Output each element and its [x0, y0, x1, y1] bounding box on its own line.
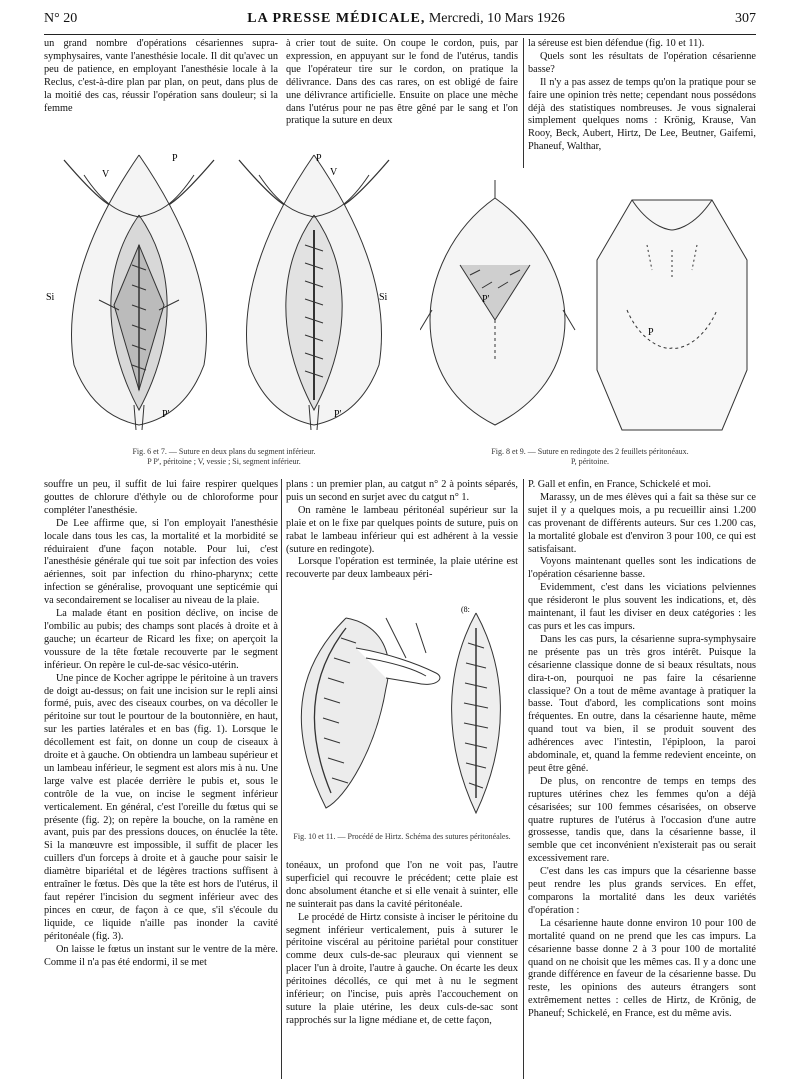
column-1-bottom-text: [44, 479, 278, 1079]
issue-date: Mercredi, 10 Mars 1926: [428, 11, 565, 26]
column-3-bottom-text: [528, 479, 756, 1079]
figure-8-9-caption-line-2: P, péritoine.: [571, 457, 609, 466]
paragraph: La césarienne haute donne environ 10 pour 100 de mortalité quand on ne prend que les cas impurs. La césarienne basse donne 2 à 3 pour 100 de mortalité quand on ne choisit que les mêmes cas. Il y a donc une grande différence en faveur de la césarienne basse. Du reste, les opinions des auteurs étrangers sont extrêmement nettes : celles de Hirtz, de Krönig, de Phaneuf; Schickelé, en France, est du même avis.: [528, 917, 756, 1020]
paragraph: De plus, on rencontre de temps en temps des ruptures utérines chez les femmes qu'on a déjà césarisées; sur 100 femmes césarisées, on observe quatre ruptures de l'utérus à l'occasion d'une autre grossesse, tandis que, dans la césarienne basse, il semble que cet inconvénient n'existerait pas ou serait excessivement rare.: [528, 775, 756, 865]
paragraph: plans : un premier plan, au catgut n° 2 à points séparés, puis un second en surjet avec du catgut n° 1.: [286, 479, 518, 503]
figure-7: [239, 155, 389, 430]
figure-10-11-caption: Fig. 10 et 11. — Procédé de Hirtz. Schéma des sutures péritonéales.: [293, 832, 511, 841]
label-p-right: P: [316, 153, 322, 164]
paragraph: C'est dans les cas impurs que la césarienne basse peut rendre les plus grands services. En effet, comparons la mortalité dans les deux variétés d'opération :: [528, 866, 756, 916]
issue-number: N° 20: [44, 11, 78, 26]
header-rule: [44, 34, 756, 35]
paragraph: Marassy, un de mes élèves qui a fait sa thèse sur ce sujet il y a quelques mois, a pu recueillir ainsi 1.200 cas provenant de différents auteurs. Sur ces 1.200 cas, la mortalité globale est d'environ 3 pour 100, ce qui est satisfaisant.: [528, 491, 756, 555]
paragraph: à crier tout de suite. On coupe le cordon, puis, par expression, en appuyant sur le fond de l'utérus, tandis que l'opérateur tire sur le cordon, on pratique la délivrance. Dans des cas rares, on est obligé de faire une délivrance artificielle. Ensuite on place une mèche dans l'utérus pour ne pas être gêné par le sang et l'on pratique la suture en deux: [286, 38, 518, 127]
column-3-top-text: [528, 38, 756, 168]
figure-8-9-caption: [440, 447, 740, 467]
page-number: 307: [734, 11, 756, 26]
paragraph: On laisse le fœtus un instant sur le ventre de la mère. Comme il n'a pas été endormi, il se met: [44, 943, 278, 968]
figure-10-11-illustration: [286, 598, 518, 826]
paragraph: la séreuse est bien défendue (fig. 10 et 11).: [528, 38, 705, 49]
paragraph: un grand nombre d'opérations césariennes supra-symphysaires, vante l'anesthésie locale. Il dit qu'avec un peu de patience, en employant l'anesthésie locale à la Reclus, c'est-à-dire plan par plan, on peut, dans plus de la moitié des cas, réussir l'opération sans douleur; si la femme: [44, 38, 278, 114]
label-si-left: Si: [46, 292, 55, 303]
column-2-bottom-text-a: [286, 479, 518, 589]
figure-6-7-caption-line-1: Fig. 6 et 7. — Suture en deux plans du segment inférieur.: [132, 447, 316, 456]
paragraph: souffre un peu, il suffit de lui faire respirer quelques gouttes de chlorure d'éthyle ou de chloroforme pour compléter l'anesthésie.: [44, 479, 278, 516]
column-2-bottom-text-b: [286, 860, 518, 1080]
label-p-left: P: [172, 153, 178, 164]
page-header: [44, 8, 756, 30]
column-divider-bottom-2: [523, 479, 524, 1079]
paragraph: De Lee affirme que, si l'on employait l'anesthésie locale dans tous les cas, la mortalité et la morbidité se réduiraient d'une façon notable. Pour lui, c'est l'anesthésie générale qui tue soit par infection des voies aériennes, soit par infection du rhino-pharynx; cette infection se généralise, provoquant une septicémie qui va secondairement se localiser au niveau de la plaie.: [44, 517, 278, 607]
journal-title-line: [247, 11, 565, 27]
paragraph: Voyons maintenant quelles sont les indications de l'opération césarienne basse.: [528, 556, 756, 581]
label-p-prime-left: P': [162, 409, 170, 420]
paragraph: Lorsque l'opération est terminée, la plaie utérine est recouverte par deux lambeaux péri-: [286, 556, 518, 581]
paragraph: Le procédé de Hirtz consiste à inciser le péritoine du segment inférieur verticalement, puis à suturer le péritoine viscéral au péritoine pariétal pour constituer comme deux culs-de-sac pleuraux qui viennent se placer l'un à droite, l'autre à gauche. On écarte les deux péritoines décollés, ce qui met à nu le segment inférieur; on l'incise, puis après l'accouchement on suture la plaie utérine, les deux culs-de-sac sont rapprochés sur la ligne médiane et, de cette façon,: [286, 911, 518, 1026]
figure-11: [452, 613, 501, 813]
paragraph: Evidemment, c'est dans les viciations pelviennes que résideront le plus souvent les indications, et, dès maintenant, il faut les diviser en deux catégories : les cas purs et les cas impurs.: [528, 582, 756, 632]
figure-10-number: (8:: [461, 605, 470, 614]
column-divider-bottom-1: [281, 479, 282, 1079]
figure-6-7-caption-line-2: P P', péritoine ; V, vessie ; Si, segment inférieur.: [147, 457, 301, 466]
figure-6-7-illustration: [44, 135, 414, 435]
figure-8-9-caption-line-1: Fig. 8 et 9. — Suture en redingote des 2 feuillets péritonéaux.: [491, 447, 689, 456]
paragraph: La malade étant en position déclive, on incise de l'ombilic au pubis; des champs sont placés à droite et à gauche; un écarteur de Ricard les fixe; on aperçoit la voussure de la tête fœtale recouverte par le segment inférieur. On repère le cul-de-sac vésico-utérin.: [44, 608, 278, 671]
paragraph: tonéaux, un profond que l'on ne voit pas, l'autre superficiel qui recouvre le précédent; cette plaie est donc absolument étanche et si elle venait à suinter, elle ne suinterait pas dans la cavité péritonéale.: [286, 860, 518, 910]
label-p-fig9: P: [648, 327, 654, 338]
label-p-prime-right: P': [334, 409, 342, 420]
label-v-left: V: [102, 169, 110, 180]
figure-10: [301, 618, 440, 808]
column-divider-top: [523, 38, 524, 168]
figure-6-7-caption: [74, 447, 374, 467]
column-1-top-text: [44, 38, 278, 134]
paragraph: Une pince de Kocher agrippe le péritoine à un travers de doigt au-dessus; on fait une incision sur le repli ainsi formé, puis, avec des ciseaux courbes, on va décoller le péritoine sur tout le pourtour de la boutonnière, en haut, sur les parties latérales et en bas (fig. 1). Lorsque le décollement est fait, on donne un coup de ciseaux à droite et à gauche. On obtiendra un lambeau supérieur et un lambeau inférieur, le segment est alors mis à nu. Une large valve est placée derrière le pubis et, sous le contrôle de la vue, on incise le segment inférieur verticalement. En général, c'est l'oreille du fœtus qui se présente (fig. 2); on repère la bouche, on la ramène en avant, puis par des pressions douces, on énuclée la tête. Si la manœuvre est impossible, il suffit de placer les cuillers d'un forceps à droite et à gauche pour saisir le diamètre bipariétal et de légères tractions suffisent à entraîner le fœtus. Dès que la tête est hors de l'utérus, il faut repérer l'incision du segment inférieur avec des pinces en cœur, de façon à ce que, s'il s'écoule du liquide, ce liquide n'aille pas inonder la cavité péritonéale (fig. 3).: [44, 672, 278, 942]
figure-6: [64, 155, 214, 430]
journal-title: LA PRESSE MÉDICALE,: [247, 11, 426, 26]
paragraph: P. Gall et enfin, en France, Schickelé et moi.: [528, 479, 712, 490]
paragraph: Quels sont les résultats de l'opération césarienne basse?: [528, 50, 756, 75]
label-p-prime-fig8: P': [482, 294, 490, 305]
paragraph: Il n'y a pas assez de temps qu'on la pratique pour se faire une opinion très nette; cependant nous possédons déjà des statistiques nombreuses. Je vous signalerai simplement quelques noms : Krönig, Krause, Van Rooy, Beck, Aubert, Hirtz, De Lee, Beutner, Gaifemi, Phaneuf, Walthar,: [528, 76, 756, 153]
figure-8: [420, 180, 575, 425]
figure-8-9-illustration: [420, 170, 760, 440]
paragraph: Dans les cas purs, la césarienne supra-symphysaire ne présente pas un très gros intérêt. Puisque la césarienne classique donne de si beaux résultats, nous dira-t-on, pourquoi ne pas faire la césarienne classique? On a tout de même avantage à pratiquer la basse. Tout d'abord, les complications sont moins fréquentes. En outre, dans la césarienne haute, même quand tout va bien, il se produit souvent des adhérences avec l'intestin, l'épiploon, la paroi abdominale, et, quand la femme redevient enceinte, on peut être gêné.: [528, 633, 756, 774]
label-si-right: Si: [379, 292, 388, 303]
label-v-right: V: [330, 167, 338, 178]
paragraph: On ramène le lambeau péritonéal supérieur sur la plaie et on le fixe par quelques points de suture, puis on rabat le lambeau inférieur qui est adhérent à la vessie (suture en redingote).: [286, 504, 518, 555]
figure-9: [597, 200, 747, 430]
